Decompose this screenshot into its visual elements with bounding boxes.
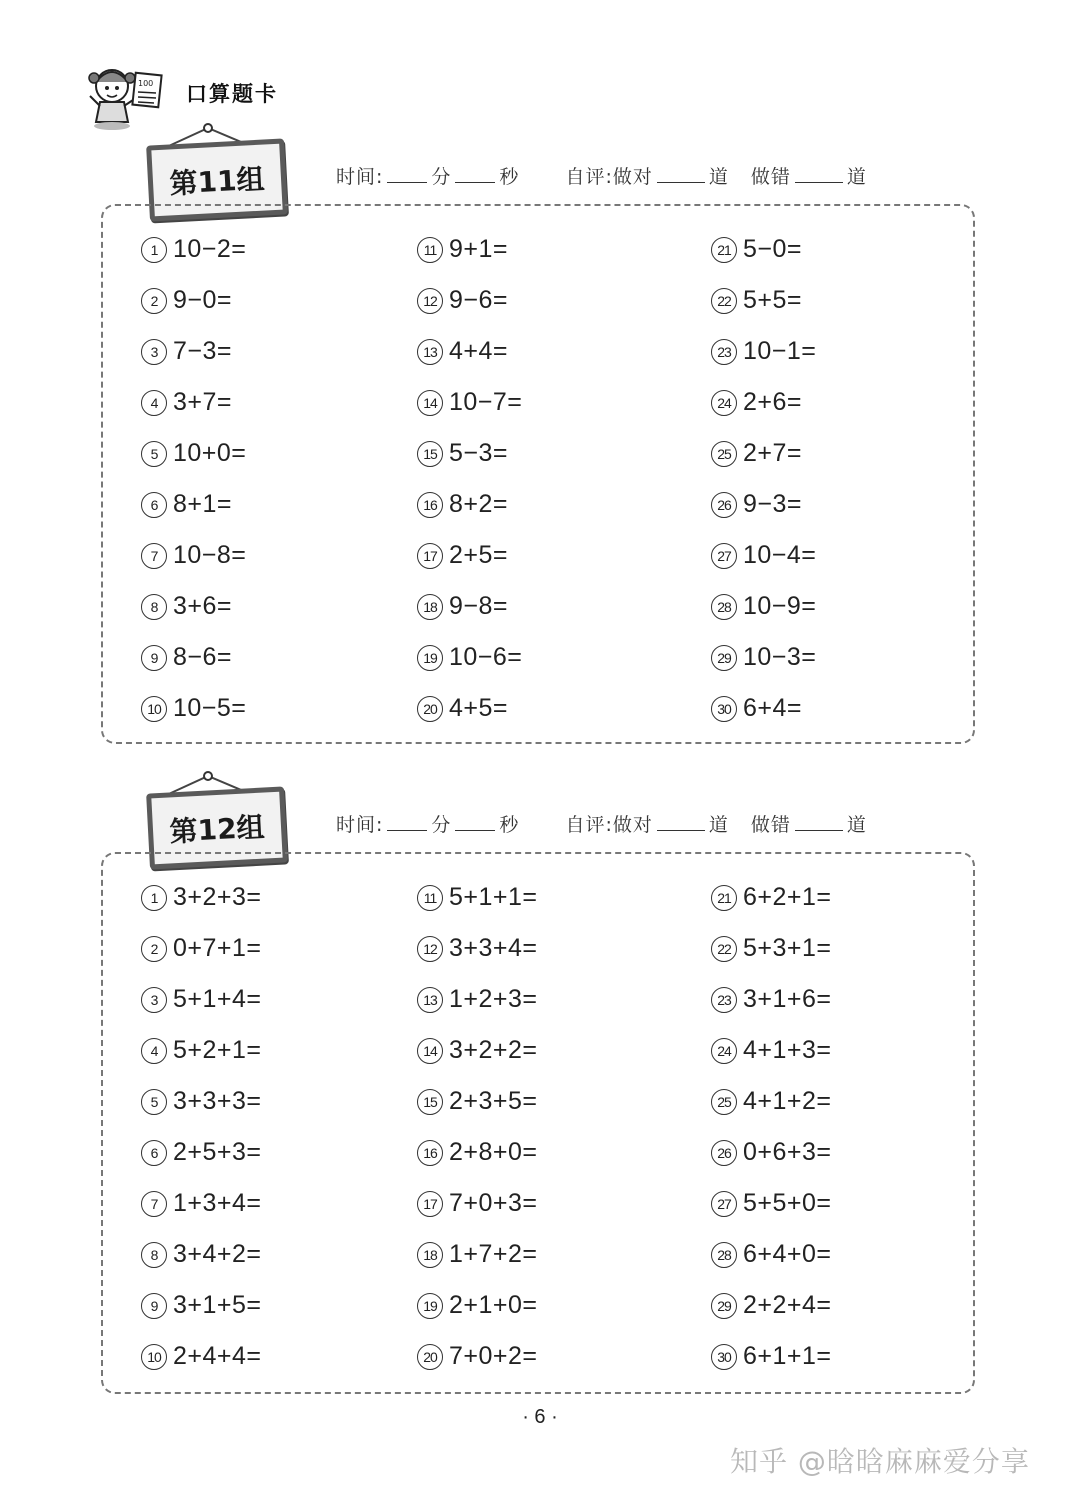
problem-number-badge: 17 xyxy=(417,1191,443,1217)
problem-row xyxy=(141,872,262,923)
problem-row xyxy=(711,1127,832,1178)
problem-equation: 3+4+2= xyxy=(173,1240,262,1268)
problem-row xyxy=(141,581,246,632)
problem-number-badge: 18 xyxy=(417,594,443,620)
problem-equation: 3+6= xyxy=(173,592,233,620)
problem-equation: 6+2+1= xyxy=(743,883,832,911)
minute-label: 分 xyxy=(431,166,452,188)
correct-count-blank[interactable] xyxy=(657,164,705,183)
problem-row xyxy=(141,632,246,683)
problem-row xyxy=(711,1076,832,1127)
problem-row xyxy=(417,1280,538,1331)
problem-panel xyxy=(101,852,975,1394)
problem-column xyxy=(417,224,522,734)
problem-row xyxy=(711,275,816,326)
problem-row xyxy=(141,1331,262,1382)
problem-row xyxy=(141,377,246,428)
problem-number-badge: 19 xyxy=(417,645,443,671)
wrong-count-blank[interactable] xyxy=(795,164,843,183)
problem-number-badge: 1 xyxy=(141,237,167,263)
problem-equation: 3+3+3= xyxy=(173,1087,262,1115)
problem-number-badge: 1 xyxy=(141,885,167,911)
problem-number-badge: 12 xyxy=(417,288,443,314)
problem-equation: 6+4= xyxy=(743,694,803,722)
problem-row xyxy=(417,479,522,530)
problem-equation: 3+3+4= xyxy=(449,934,538,962)
problem-equation: 1+7+2= xyxy=(449,1240,538,1268)
problem-number-badge: 5 xyxy=(141,1089,167,1115)
problem-equation: 8+1= xyxy=(173,490,233,518)
problem-column xyxy=(711,224,816,734)
correct-count-blank[interactable] xyxy=(657,812,705,831)
problem-row xyxy=(141,428,246,479)
problem-row xyxy=(141,683,246,734)
problem-equation: 2+5= xyxy=(449,541,509,569)
problem-number-badge: 25 xyxy=(711,441,737,467)
problem-number-badge: 23 xyxy=(711,987,737,1013)
problem-row xyxy=(417,1076,538,1127)
problem-row xyxy=(141,1178,262,1229)
problem-number-badge: 2 xyxy=(141,936,167,962)
problem-number-badge: 9 xyxy=(141,1293,167,1319)
problem-equation: 4+1+3= xyxy=(743,1036,832,1064)
problem-number-badge: 25 xyxy=(711,1089,737,1115)
problem-equation: 8+2= xyxy=(449,490,509,518)
unit-label: 道 xyxy=(846,814,867,836)
problem-number-badge: 23 xyxy=(711,339,737,365)
problem-number-badge: 5 xyxy=(141,441,167,467)
problem-equation: 8−6= xyxy=(173,643,233,671)
problem-number-badge: 27 xyxy=(711,543,737,569)
problem-row xyxy=(711,1229,832,1280)
problem-row xyxy=(711,479,816,530)
problem-row xyxy=(141,1127,262,1178)
problem-equation: 10−2= xyxy=(173,235,247,263)
problem-row xyxy=(711,1280,832,1331)
problem-equation: 5+5= xyxy=(743,286,803,314)
problem-equation: 2+7= xyxy=(743,439,803,467)
problem-number-badge: 30 xyxy=(711,1344,737,1370)
problem-number-badge: 15 xyxy=(417,1089,443,1115)
problem-equation: 3+1+6= xyxy=(743,985,832,1013)
svg-text:100: 100 xyxy=(138,79,154,88)
minutes-blank[interactable] xyxy=(387,812,427,831)
problem-row xyxy=(417,224,522,275)
problem-equation: 6+4+0= xyxy=(743,1240,832,1268)
problem-equation: 10−1= xyxy=(743,337,817,365)
problem-row xyxy=(141,1025,262,1076)
problem-row xyxy=(711,632,816,683)
problem-equation: 5−0= xyxy=(743,235,803,263)
problem-row xyxy=(141,326,246,377)
problem-number-badge: 20 xyxy=(417,696,443,722)
problem-number-badge: 11 xyxy=(417,885,443,911)
problem-equation: 9+1= xyxy=(449,235,509,263)
problem-row xyxy=(417,1127,538,1178)
problem-equation: 5+1+1= xyxy=(449,883,538,911)
problem-row xyxy=(141,1280,262,1331)
problem-number-badge: 2 xyxy=(141,288,167,314)
problem-row xyxy=(711,326,816,377)
problem-number-badge: 16 xyxy=(417,492,443,518)
minutes-blank[interactable] xyxy=(387,164,427,183)
problem-row xyxy=(711,974,832,1025)
problem-equation: 1+3+4= xyxy=(173,1189,262,1217)
problem-equation: 9−3= xyxy=(743,490,803,518)
problem-number-badge: 27 xyxy=(711,1191,737,1217)
problem-number-badge: 26 xyxy=(711,1140,737,1166)
problem-equation: 0+7+1= xyxy=(173,934,262,962)
self-eval-label: 自评:做对 xyxy=(565,166,653,188)
page-number: · 6 · xyxy=(522,1406,558,1428)
problem-row xyxy=(141,530,246,581)
group-label: 第11组 xyxy=(168,162,266,201)
problem-number-badge: 24 xyxy=(711,1038,737,1064)
problem-row xyxy=(141,1076,262,1127)
problem-equation: 4+5= xyxy=(449,694,509,722)
problem-row xyxy=(141,923,262,974)
problem-row xyxy=(417,872,538,923)
seconds-blank[interactable] xyxy=(455,164,495,183)
problem-number-badge: 4 xyxy=(141,390,167,416)
problem-equation: 5+5+0= xyxy=(743,1189,832,1217)
problem-number-badge: 7 xyxy=(141,1191,167,1217)
problem-equation: 4+4= xyxy=(449,337,509,365)
problem-number-badge: 30 xyxy=(711,696,737,722)
problem-column xyxy=(417,872,538,1382)
problem-number-badge: 11 xyxy=(417,237,443,263)
problem-number-badge: 29 xyxy=(711,1293,737,1319)
problem-equation: 5+3+1= xyxy=(743,934,832,962)
problem-row xyxy=(417,581,522,632)
problem-equation: 10−4= xyxy=(743,541,817,569)
problem-number-badge: 19 xyxy=(417,1293,443,1319)
problem-row xyxy=(711,581,816,632)
problem-number-badge: 10 xyxy=(141,696,167,722)
problem-equation: 2+4+4= xyxy=(173,1342,262,1370)
problem-equation: 3+2+2= xyxy=(449,1036,538,1064)
problem-equation: 10−5= xyxy=(173,694,247,722)
problem-equation: 5+2+1= xyxy=(173,1036,262,1064)
minute-label: 分 xyxy=(431,814,452,836)
problem-equation: 2+6= xyxy=(743,388,803,416)
unit-label: 道 xyxy=(708,166,729,188)
problem-row xyxy=(417,1025,538,1076)
problem-row xyxy=(711,377,816,428)
problem-number-badge: 8 xyxy=(141,1242,167,1268)
problem-equation: 9−0= xyxy=(173,286,233,314)
unit-label: 道 xyxy=(708,814,729,836)
wrong-count-blank[interactable] xyxy=(795,812,843,831)
problem-equation: 5+1+4= xyxy=(173,985,262,1013)
problem-number-badge: 6 xyxy=(141,492,167,518)
seconds-blank[interactable] xyxy=(455,812,495,831)
problem-equation: 2+2+4= xyxy=(743,1291,832,1319)
problem-number-badge: 22 xyxy=(711,936,737,962)
problem-row xyxy=(417,275,522,326)
problem-equation: 10+0= xyxy=(173,439,247,467)
problem-row xyxy=(417,377,522,428)
problem-row xyxy=(417,974,538,1025)
header-title: 口算题卡 xyxy=(186,82,278,106)
problem-row xyxy=(711,923,832,974)
watermark: 知乎 @晗晗麻麻爱分享 xyxy=(730,1445,1030,1478)
problem-equation: 1+2+3= xyxy=(449,985,538,1013)
problem-row xyxy=(141,479,246,530)
problem-row xyxy=(417,428,522,479)
problem-row xyxy=(417,1331,538,1382)
problem-number-badge: 24 xyxy=(711,390,737,416)
problem-number-badge: 9 xyxy=(141,645,167,671)
problem-row xyxy=(141,1229,262,1280)
problem-column xyxy=(711,872,832,1382)
problem-number-badge: 22 xyxy=(711,288,737,314)
unit-label: 道 xyxy=(846,166,867,188)
problem-row xyxy=(141,275,246,326)
problem-number-badge: 13 xyxy=(417,987,443,1013)
wrong-label: 做错 xyxy=(750,814,791,836)
problem-number-badge: 26 xyxy=(711,492,737,518)
problem-number-badge: 28 xyxy=(711,1242,737,1268)
problem-equation: 2+5+3= xyxy=(173,1138,262,1166)
problem-number-badge: 21 xyxy=(711,237,737,263)
problem-row xyxy=(417,683,522,734)
problem-number-badge: 20 xyxy=(417,1344,443,1370)
problem-panel xyxy=(101,204,975,744)
wrong-label: 做错 xyxy=(750,166,791,188)
problem-equation: 7+0+2= xyxy=(449,1342,538,1370)
problem-equation: 4+1+2= xyxy=(743,1087,832,1115)
problem-number-badge: 7 xyxy=(141,543,167,569)
time-label: 时间: xyxy=(336,814,384,836)
problem-row xyxy=(141,224,246,275)
problem-row xyxy=(417,1229,538,1280)
problem-row xyxy=(711,683,816,734)
problem-number-badge: 14 xyxy=(417,1038,443,1064)
problem-row xyxy=(711,224,816,275)
problem-equation: 5−3= xyxy=(449,439,509,467)
problem-number-badge: 29 xyxy=(711,645,737,671)
problem-row xyxy=(417,632,522,683)
second-label: 秒 xyxy=(499,814,520,836)
problem-row xyxy=(711,1178,832,1229)
problem-equation: 10−3= xyxy=(743,643,817,671)
problem-equation: 2+3+5= xyxy=(449,1087,538,1115)
problem-equation: 10−8= xyxy=(173,541,247,569)
group-label: 第12组 xyxy=(168,810,266,849)
problem-equation: 9−6= xyxy=(449,286,509,314)
problem-row xyxy=(711,1025,832,1076)
problem-number-badge: 15 xyxy=(417,441,443,467)
problem-equation: 3+1+5= xyxy=(173,1291,262,1319)
problem-equation: 6+1+1= xyxy=(743,1342,832,1370)
record-line xyxy=(336,810,867,837)
problem-equation: 10−6= xyxy=(449,643,523,671)
problem-number-badge: 3 xyxy=(141,339,167,365)
problem-number-badge: 21 xyxy=(711,885,737,911)
problem-number-badge: 8 xyxy=(141,594,167,620)
problem-equation: 0+6+3= xyxy=(743,1138,832,1166)
problem-row xyxy=(417,1178,538,1229)
problem-equation: 3+2+3= xyxy=(173,883,262,911)
problem-row xyxy=(141,974,262,1025)
problem-number-badge: 10 xyxy=(141,1344,167,1370)
time-label: 时间: xyxy=(336,166,384,188)
problem-number-badge: 6 xyxy=(141,1140,167,1166)
problem-number-badge: 14 xyxy=(417,390,443,416)
problem-column xyxy=(141,872,262,1382)
problem-equation: 3+7= xyxy=(173,388,233,416)
problem-number-badge: 13 xyxy=(417,339,443,365)
problem-row xyxy=(711,872,832,923)
problem-equation: 10−7= xyxy=(449,388,523,416)
problem-number-badge: 16 xyxy=(417,1140,443,1166)
problem-number-badge: 4 xyxy=(141,1038,167,1064)
problem-number-badge: 3 xyxy=(141,987,167,1013)
problem-row xyxy=(417,326,522,377)
problem-equation: 7−3= xyxy=(173,337,233,365)
problem-equation: 10−9= xyxy=(743,592,817,620)
problem-number-badge: 28 xyxy=(711,594,737,620)
problem-number-badge: 18 xyxy=(417,1242,443,1268)
record-line xyxy=(336,162,867,189)
second-label: 秒 xyxy=(499,166,520,188)
problem-row xyxy=(417,923,538,974)
problem-number-badge: 17 xyxy=(417,543,443,569)
problem-equation: 9−8= xyxy=(449,592,509,620)
problem-column xyxy=(141,224,246,734)
problem-row xyxy=(417,530,522,581)
problem-row xyxy=(711,1331,832,1382)
problem-equation: 7+0+3= xyxy=(449,1189,538,1217)
problem-row xyxy=(711,428,816,479)
problem-row xyxy=(711,530,816,581)
problem-equation: 2+1+0= xyxy=(449,1291,538,1319)
self-eval-label: 自评:做对 xyxy=(565,814,653,836)
problem-equation: 2+8+0= xyxy=(449,1138,538,1166)
problem-number-badge: 12 xyxy=(417,936,443,962)
